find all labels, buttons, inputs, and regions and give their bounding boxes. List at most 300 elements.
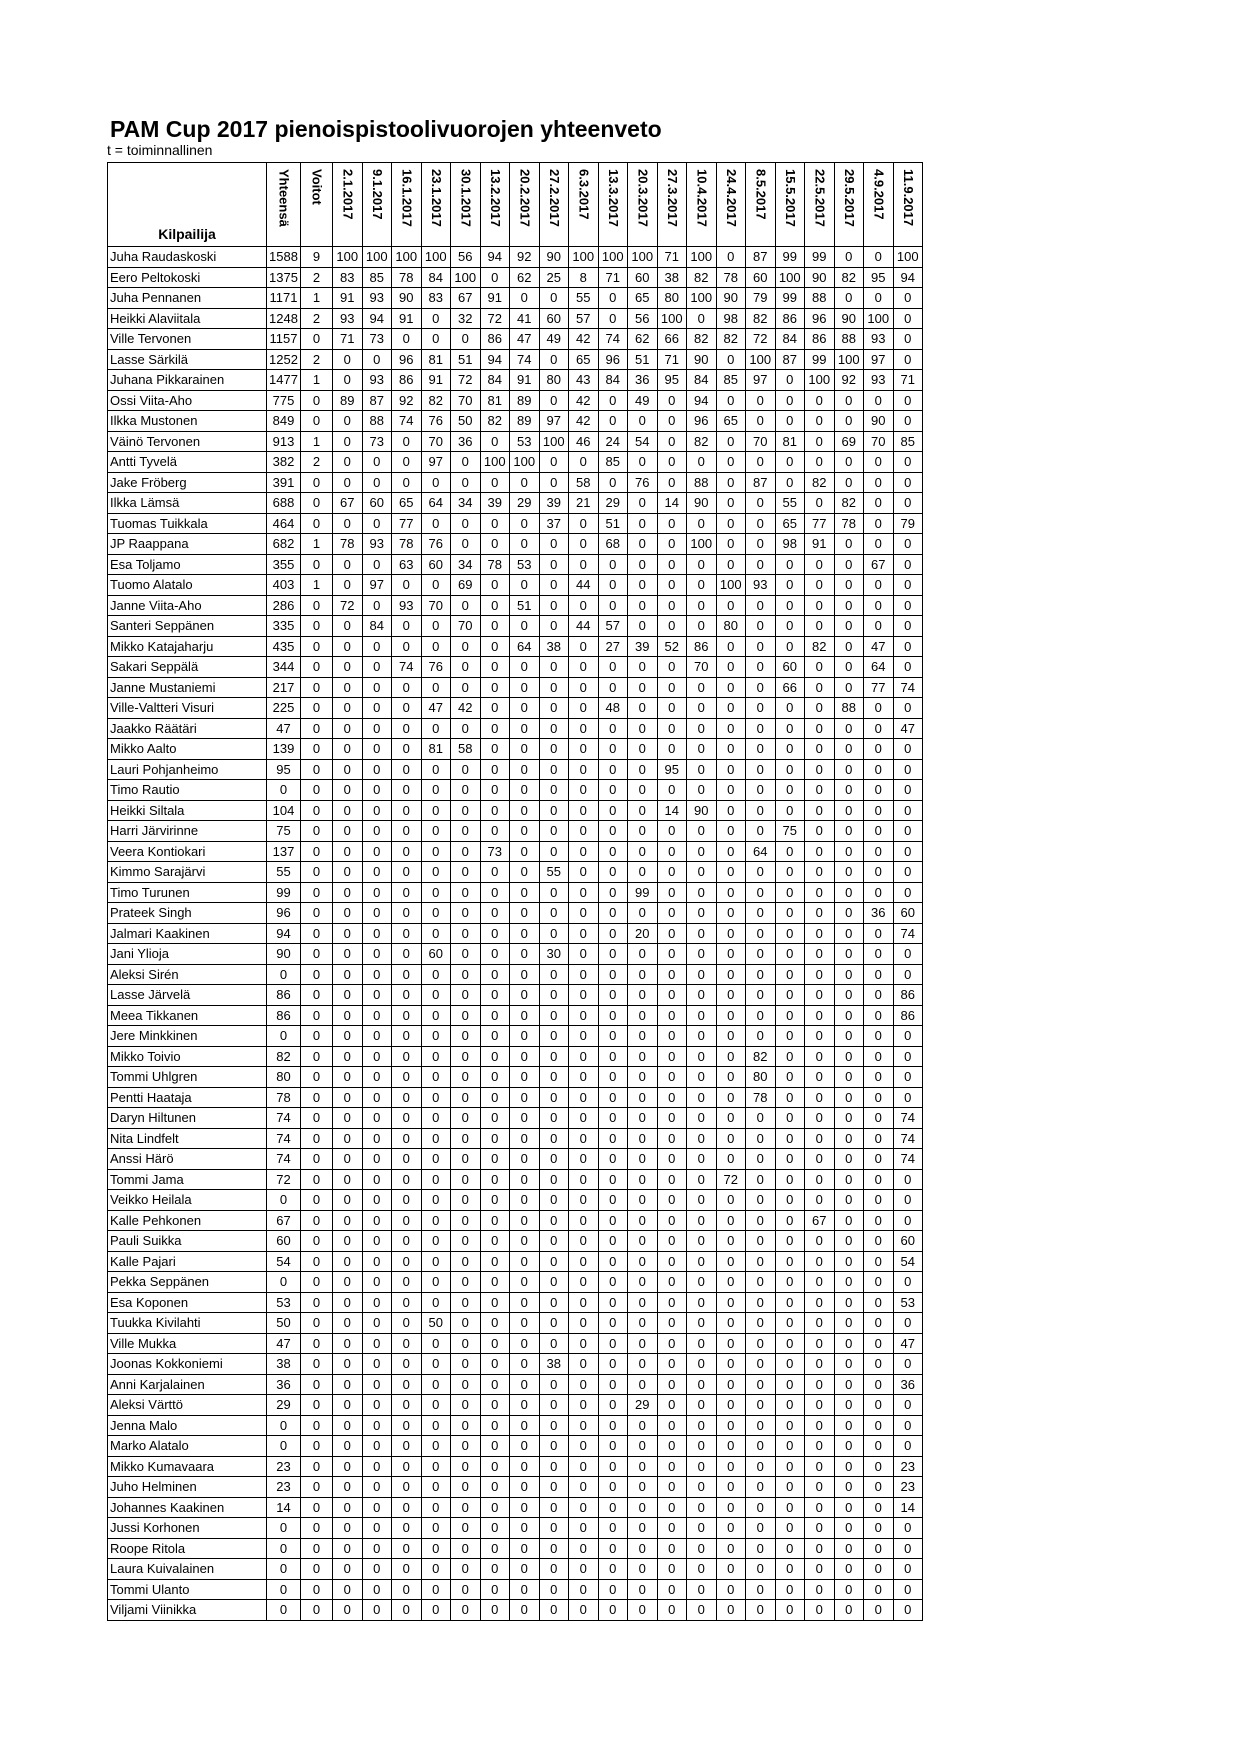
round-score: 0 [451, 1559, 481, 1580]
round-score: 0 [716, 718, 746, 739]
competitor-name: Ville Mukka [108, 1333, 267, 1354]
round-score: 0 [657, 1210, 687, 1231]
round-score: 0 [687, 944, 717, 965]
header-date-label: 2.1.2017 [340, 169, 356, 220]
round-score: 0 [657, 882, 687, 903]
competitor-name: Väinö Tervonen [108, 431, 267, 452]
round-score: 0 [805, 1067, 835, 1088]
round-score: 78 [480, 554, 510, 575]
round-score: 49 [539, 329, 569, 350]
round-score: 0 [569, 1579, 599, 1600]
round-score: 0 [657, 452, 687, 473]
round-score: 97 [746, 370, 776, 391]
round-score: 0 [893, 1087, 923, 1108]
round-score: 100 [805, 370, 835, 391]
competitor-name: JP Raappana [108, 534, 267, 555]
total-score: 23 [267, 1456, 301, 1477]
total-score: 47 [267, 1333, 301, 1354]
round-score: 0 [510, 759, 540, 780]
round-score: 0 [392, 739, 422, 760]
header-date-label: 20.3.2017 [635, 169, 651, 227]
header-date [628, 163, 658, 247]
round-score: 84 [687, 370, 717, 391]
round-score: 100 [687, 534, 717, 555]
round-score: 0 [864, 800, 894, 821]
round-score: 0 [598, 1538, 628, 1559]
round-score: 0 [628, 698, 658, 719]
round-score: 0 [598, 1108, 628, 1129]
table-row [108, 657, 923, 678]
round-score: 62 [510, 267, 540, 288]
wins-count: 0 [301, 1067, 333, 1088]
wins-count: 0 [301, 1128, 333, 1149]
round-score: 0 [628, 1354, 658, 1375]
round-score: 0 [421, 472, 451, 493]
round-score: 0 [569, 800, 599, 821]
round-score: 0 [775, 1067, 805, 1088]
total-score: 403 [267, 575, 301, 596]
round-score: 51 [451, 349, 481, 370]
round-score: 41 [510, 308, 540, 329]
round-score: 0 [657, 1538, 687, 1559]
header-date-label: 30.1.2017 [458, 169, 474, 227]
round-score: 0 [598, 472, 628, 493]
round-score: 0 [451, 780, 481, 801]
round-score: 0 [539, 1292, 569, 1313]
round-score: 0 [539, 595, 569, 616]
round-score: 0 [362, 1128, 392, 1149]
round-score: 0 [864, 718, 894, 739]
round-score: 82 [746, 308, 776, 329]
round-score: 83 [333, 267, 363, 288]
round-score: 0 [480, 923, 510, 944]
round-score: 0 [539, 1518, 569, 1539]
table-row [108, 923, 923, 944]
round-score: 0 [746, 882, 776, 903]
round-score: 0 [893, 575, 923, 596]
wins-count: 2 [301, 349, 333, 370]
round-score: 0 [480, 1190, 510, 1211]
header-date [746, 163, 776, 247]
round-score: 47 [893, 1333, 923, 1354]
round-score: 0 [539, 1169, 569, 1190]
round-score: 0 [746, 923, 776, 944]
round-score: 0 [539, 964, 569, 985]
round-score: 0 [480, 780, 510, 801]
round-score: 84 [598, 370, 628, 391]
round-score: 36 [864, 903, 894, 924]
wins-count: 0 [301, 739, 333, 760]
round-score: 0 [539, 1108, 569, 1129]
round-score: 99 [805, 349, 835, 370]
round-score: 0 [775, 1087, 805, 1108]
round-score: 0 [510, 1313, 540, 1334]
round-score: 0 [864, 1374, 894, 1395]
round-score: 94 [480, 247, 510, 268]
round-score: 0 [392, 1497, 422, 1518]
round-score: 0 [746, 1497, 776, 1518]
round-score: 0 [864, 595, 894, 616]
round-score: 99 [805, 247, 835, 268]
round-score: 0 [421, 862, 451, 883]
round-score: 0 [716, 1395, 746, 1416]
round-score: 0 [392, 903, 422, 924]
round-score: 0 [834, 1046, 864, 1067]
round-score: 0 [775, 985, 805, 1006]
total-score: 682 [267, 534, 301, 555]
round-score: 51 [598, 513, 628, 534]
round-score: 0 [657, 841, 687, 862]
round-score: 0 [687, 452, 717, 473]
round-score: 0 [421, 1292, 451, 1313]
table-row [108, 1559, 923, 1580]
round-score: 0 [569, 698, 599, 719]
round-score: 0 [569, 1026, 599, 1047]
wins-count: 0 [301, 1149, 333, 1170]
round-score: 0 [805, 1395, 835, 1416]
total-score: 104 [267, 800, 301, 821]
round-score: 0 [775, 944, 805, 965]
round-score: 0 [451, 513, 481, 534]
round-score: 0 [864, 1436, 894, 1457]
round-score: 0 [451, 1128, 481, 1149]
round-score: 0 [362, 1579, 392, 1600]
round-score: 0 [864, 1395, 894, 1416]
round-score: 0 [834, 882, 864, 903]
round-score: 0 [362, 1231, 392, 1252]
round-score: 0 [480, 964, 510, 985]
round-score: 0 [510, 1026, 540, 1047]
round-score: 0 [687, 718, 717, 739]
round-score: 90 [864, 411, 894, 432]
round-score: 0 [480, 1251, 510, 1272]
wins-count: 0 [301, 1046, 333, 1067]
table-row [108, 1518, 923, 1539]
round-score: 0 [834, 923, 864, 944]
round-score: 0 [569, 636, 599, 657]
round-score: 0 [598, 1149, 628, 1170]
round-score: 0 [539, 1415, 569, 1436]
round-score: 0 [480, 698, 510, 719]
round-score: 0 [687, 985, 717, 1006]
round-score: 0 [657, 1477, 687, 1498]
round-score: 0 [775, 1354, 805, 1375]
round-score: 0 [716, 739, 746, 760]
round-score: 86 [893, 1005, 923, 1026]
round-score: 0 [805, 923, 835, 944]
competitor-name: Ville Tervonen [108, 329, 267, 350]
round-score: 0 [805, 1292, 835, 1313]
round-score: 0 [687, 1231, 717, 1252]
round-score: 0 [893, 1600, 923, 1621]
round-score: 0 [510, 1190, 540, 1211]
round-score: 0 [451, 1087, 481, 1108]
round-score: 0 [569, 677, 599, 698]
round-score: 70 [864, 431, 894, 452]
round-score: 0 [716, 1600, 746, 1621]
round-score: 0 [333, 1292, 363, 1313]
round-score: 0 [805, 657, 835, 678]
round-score: 0 [893, 739, 923, 760]
round-score: 42 [569, 329, 599, 350]
table-row [108, 1456, 923, 1477]
round-score: 0 [333, 1149, 363, 1170]
round-score: 70 [451, 616, 481, 637]
round-score: 0 [805, 841, 835, 862]
wins-count: 0 [301, 780, 333, 801]
round-score: 0 [362, 800, 392, 821]
round-score: 0 [598, 1128, 628, 1149]
round-score: 0 [333, 1251, 363, 1272]
wins-count: 0 [301, 882, 333, 903]
round-score: 0 [598, 1600, 628, 1621]
wins-count: 0 [301, 1415, 333, 1436]
round-score: 0 [362, 1292, 392, 1313]
round-score: 0 [333, 636, 363, 657]
wins-count: 0 [301, 1333, 333, 1354]
round-score: 0 [510, 1579, 540, 1600]
round-score: 75 [775, 821, 805, 842]
round-score: 0 [362, 472, 392, 493]
total-score: 1588 [267, 247, 301, 268]
round-score: 86 [805, 329, 835, 350]
competitor-name: Mikko Katajaharju [108, 636, 267, 657]
round-score: 0 [657, 1333, 687, 1354]
round-score: 0 [628, 1067, 658, 1088]
round-score: 0 [510, 1559, 540, 1580]
round-score: 0 [362, 1210, 392, 1231]
round-score: 0 [893, 1210, 923, 1231]
round-score: 0 [362, 1538, 392, 1559]
round-score: 0 [451, 472, 481, 493]
round-score: 0 [716, 1210, 746, 1231]
round-score: 0 [834, 1251, 864, 1272]
round-score: 0 [539, 1026, 569, 1047]
round-score: 88 [834, 698, 864, 719]
round-score: 0 [775, 452, 805, 473]
table-row [108, 1169, 923, 1190]
round-score: 0 [805, 1108, 835, 1129]
round-score: 0 [716, 1497, 746, 1518]
round-score: 0 [775, 1415, 805, 1436]
wins-count: 0 [301, 1436, 333, 1457]
round-score: 0 [628, 1374, 658, 1395]
round-score: 0 [392, 1354, 422, 1375]
round-score: 0 [510, 472, 540, 493]
round-score: 0 [569, 821, 599, 842]
round-score: 0 [657, 616, 687, 637]
round-score: 0 [687, 964, 717, 985]
round-score: 0 [687, 575, 717, 596]
round-score: 0 [775, 923, 805, 944]
round-score: 98 [716, 308, 746, 329]
round-score: 0 [421, 903, 451, 924]
wins-count: 0 [301, 759, 333, 780]
round-score: 0 [598, 1333, 628, 1354]
round-score: 81 [775, 431, 805, 452]
round-score: 0 [775, 575, 805, 596]
round-score: 0 [687, 1210, 717, 1231]
round-score: 92 [392, 390, 422, 411]
round-score: 0 [834, 1395, 864, 1416]
round-score: 0 [451, 595, 481, 616]
round-score: 0 [628, 616, 658, 637]
round-score: 0 [628, 1538, 658, 1559]
table-row [108, 349, 923, 370]
round-score: 0 [480, 1538, 510, 1559]
round-score: 0 [687, 1579, 717, 1600]
round-score: 0 [716, 1087, 746, 1108]
round-score: 73 [362, 431, 392, 452]
round-score: 91 [392, 308, 422, 329]
table-row [108, 1497, 923, 1518]
round-score: 0 [421, 1087, 451, 1108]
header-competitor: Kilpailija [108, 163, 267, 247]
round-score: 0 [834, 554, 864, 575]
round-score: 0 [392, 759, 422, 780]
competitor-name: Mikko Kumavaara [108, 1456, 267, 1477]
round-score: 0 [716, 636, 746, 657]
round-score: 0 [864, 1292, 894, 1313]
round-score: 0 [539, 1251, 569, 1272]
round-score: 0 [480, 1333, 510, 1354]
round-score: 0 [864, 1067, 894, 1088]
round-score: 0 [775, 1333, 805, 1354]
round-score: 76 [628, 472, 658, 493]
round-score: 97 [864, 349, 894, 370]
total-score: 50 [267, 1313, 301, 1334]
round-score: 0 [805, 1149, 835, 1170]
round-score: 83 [421, 288, 451, 309]
round-score: 82 [480, 411, 510, 432]
round-score: 0 [746, 1190, 776, 1211]
round-score: 0 [451, 1149, 481, 1170]
round-score: 0 [392, 1600, 422, 1621]
round-score: 0 [628, 964, 658, 985]
round-score: 46 [569, 431, 599, 452]
round-score: 0 [628, 575, 658, 596]
round-score: 0 [510, 1128, 540, 1149]
round-score: 0 [510, 1087, 540, 1108]
round-score: 0 [746, 677, 776, 698]
round-score: 0 [392, 1374, 422, 1395]
round-score: 0 [451, 964, 481, 985]
round-score: 93 [864, 370, 894, 391]
round-score: 70 [421, 595, 451, 616]
round-score: 82 [716, 329, 746, 350]
round-score: 0 [480, 1497, 510, 1518]
round-score: 0 [746, 944, 776, 965]
round-score: 0 [746, 1149, 776, 1170]
round-score: 0 [480, 534, 510, 555]
table-row [108, 1210, 923, 1231]
round-score: 0 [864, 1456, 894, 1477]
round-score: 0 [569, 1374, 599, 1395]
round-score: 0 [392, 1579, 422, 1600]
table-row [108, 1436, 923, 1457]
round-score: 0 [598, 657, 628, 678]
round-score: 0 [362, 1518, 392, 1539]
round-score: 0 [687, 1005, 717, 1026]
round-score: 71 [893, 370, 923, 391]
round-score: 0 [893, 944, 923, 965]
round-score: 0 [687, 1251, 717, 1272]
round-score: 0 [539, 616, 569, 637]
round-score: 0 [569, 1251, 599, 1272]
round-score: 0 [628, 1436, 658, 1457]
round-score: 96 [805, 308, 835, 329]
total-score: 139 [267, 739, 301, 760]
round-score: 0 [421, 1067, 451, 1088]
round-score: 0 [834, 1374, 864, 1395]
round-score: 0 [687, 1169, 717, 1190]
round-score: 0 [687, 759, 717, 780]
round-score: 0 [893, 534, 923, 555]
header-date [805, 163, 835, 247]
round-score: 0 [510, 1538, 540, 1559]
round-score: 0 [569, 1231, 599, 1252]
wins-count: 0 [301, 1374, 333, 1395]
competitor-name: Heikki Alaviitala [108, 308, 267, 329]
round-score: 0 [569, 1538, 599, 1559]
round-score: 0 [775, 718, 805, 739]
round-score: 0 [333, 1026, 363, 1047]
header-date-label: 10.4.2017 [694, 169, 710, 227]
round-score: 0 [746, 1292, 776, 1313]
round-score: 72 [716, 1169, 746, 1190]
round-score: 0 [628, 411, 658, 432]
round-score: 0 [864, 1108, 894, 1129]
round-score: 0 [569, 554, 599, 575]
round-score: 95 [864, 267, 894, 288]
total-score: 74 [267, 1149, 301, 1170]
round-score: 0 [510, 1333, 540, 1354]
round-score: 0 [451, 821, 481, 842]
total-score: 225 [267, 698, 301, 719]
wins-count: 0 [301, 1005, 333, 1026]
round-score: 0 [864, 1559, 894, 1580]
round-score: 0 [716, 1477, 746, 1498]
round-score: 50 [451, 411, 481, 432]
round-score: 0 [628, 1046, 658, 1067]
round-score: 0 [628, 1108, 658, 1129]
round-score: 0 [657, 1190, 687, 1211]
round-score: 0 [657, 575, 687, 596]
round-score: 0 [569, 513, 599, 534]
round-score: 0 [657, 554, 687, 575]
round-score: 0 [569, 780, 599, 801]
round-score: 64 [421, 493, 451, 514]
round-score: 82 [687, 431, 717, 452]
round-score: 0 [716, 985, 746, 1006]
round-score: 0 [362, 1108, 392, 1129]
competitor-name: Timo Turunen [108, 882, 267, 903]
round-score: 0 [893, 288, 923, 309]
round-score: 0 [834, 1497, 864, 1518]
round-score: 0 [805, 677, 835, 698]
round-score: 73 [362, 329, 392, 350]
round-score: 0 [451, 759, 481, 780]
round-score: 0 [834, 964, 864, 985]
round-score: 0 [362, 862, 392, 883]
round-score: 74 [893, 1149, 923, 1170]
round-score: 0 [333, 1272, 363, 1293]
round-score: 90 [687, 349, 717, 370]
round-score: 0 [716, 390, 746, 411]
total-score: 391 [267, 472, 301, 493]
wins-count: 1 [301, 431, 333, 452]
round-score: 0 [569, 923, 599, 944]
